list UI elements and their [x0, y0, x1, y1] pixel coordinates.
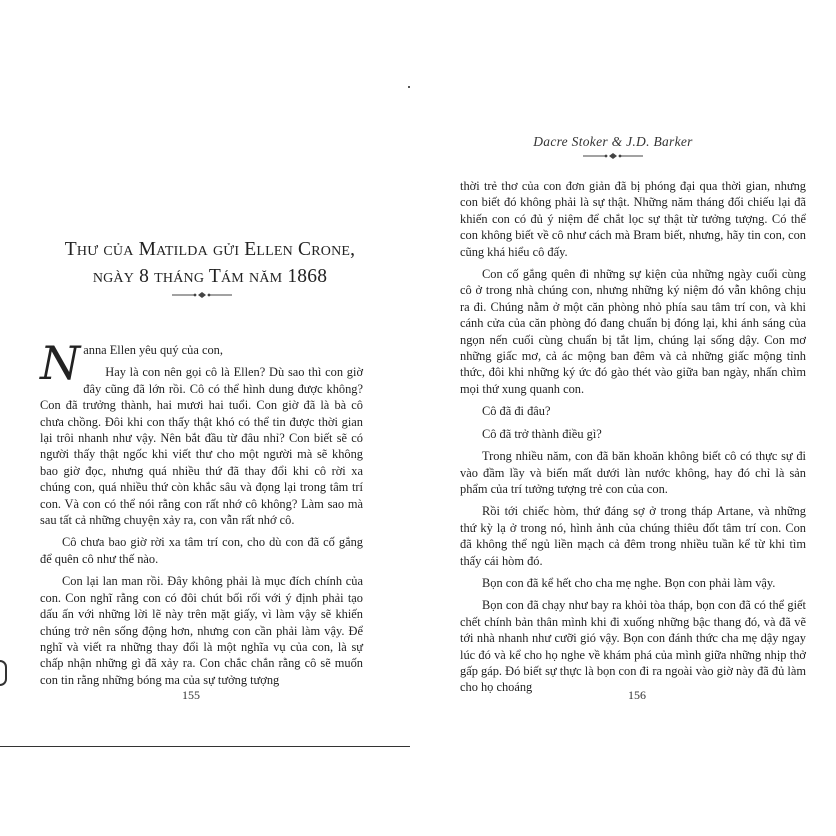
- running-head: Dacre Stoker & J.D. Barker: [533, 134, 693, 149]
- paragraph: Bọn con đã chạy như bay ra khỏi tòa tháp, bọn con đã có thể giết chết chính bản thân mình khi đi xuống những bậc thang đó, và đã vẽ tới nhà nhanh như cưỡi gió vậy. Bọn con đánh thức cha mẹ dậy ngay lúc đó và kể cho họ nghe về khám phá của mình giữa những nhịp thở gấp gáp. Đó biết sự thực là bọn con đi ra ngoài vào giờ này đã đủ làm cho họ choáng: [460, 598, 806, 695]
- chapter-title-line1: Thư của Matilda gửi Ellen Crone,: [64, 239, 356, 260]
- salutation-paragraph: [40, 334, 363, 390]
- chapter-title-line2: ngày 8 tháng Tám năm 1868: [92, 266, 328, 287]
- header-ornament-icon: [583, 152, 643, 160]
- salutation: anna Ellen yêu quý của con,: [83, 343, 223, 357]
- chapter-title: [20, 236, 400, 290]
- page-number-right: 156: [628, 688, 646, 702]
- paragraph: Con lại lan man rồi. Đây không phải là mục đích chính của con. Con nghĩ rằng con có đôi chút bối rối với ý định phải tạo dấu ấn với những lời lẽ này trên mặt giấy, vì làm vậy sẽ khiến chúng trở nên sống động hơn, nhưng con cần phải làm vậy. Để nghĩ và viết ra những thay đổi là một nghĩa vụ của con, là sự chấp nhận những gì đã xảy ra. Con chắc chắn rằng cô sẽ muốn con tin rằng những bóng ma của sự tưởng tượng: [40, 574, 363, 687]
- page-edge-mark: [0, 660, 7, 686]
- paragraph: thời trẻ thơ của con đơn giản đã bị phóng đại qua thời gian, nhưng con biết đó không phải là sự thật. Những năm tháng đối chiếu lại đã khiến con có đủ ý niệm để chắt lọc sự thật từ tưởng tượng. Có thể con không biết về cô như cách mà Bram biết, nhưng, hãy tin con, con cũng khá hiểu cô đấy.: [460, 179, 806, 259]
- paragraph: Hay là con nên gọi cô là Ellen? Dù sao thì con giờ đây cũng đã lớn rồi. Cô có thể hình dung được không? Con đã trưởng thành, hai mươi hai tuổi. Con giờ đã là bà cô chưa chồng. Đôi khi con thấy thật khó có thể tin được thời gian lại trôi nhanh như vậy. Nên bắt đầu từ đâu nhỉ? Con biết sẽ có người thấy thật ngốc khi viết thư cho một người mà sẽ không bao giờ đọc, nhưng quá nhiều thứ đã thay đổi khi cô rời xa chúng con, quá nhiều thứ còn khắc sâu và đọng lại trong tâm trí con. Và con có thể nói rằng con rất nhớ cô không? Làm sao mà sau tất cả những chuyện xảy ra, con vẫn rất nhớ cô.: [40, 365, 363, 528]
- right-page: [418, 0, 836, 836]
- dropcap-letter: N: [40, 336, 81, 390]
- paragraph: Cô đã đi đâu?: [482, 404, 551, 419]
- paragraph: Bọn con đã kể hết cho cha mẹ nghe. Bọn con phải làm vậy.: [482, 575, 776, 590]
- right-body-text: [460, 178, 806, 702]
- paragraph: Rồi tới chiếc hòm, thứ đáng sợ ở trong tháp Artane, và những thứ kỳ lạ ở trong nó, hình ảnh của chúng thiêu đốt tâm trí con. Con đã không thể ngủ liền mạch cả đêm trong nhiều tuần kể từ khi tìm thấy cái hòm đó.: [460, 504, 806, 568]
- paragraph: Trong nhiều năm, con đã băn khoăn không biết cô có thực sự đi vào đầm lầy và biến mất dưới làn nước không, hay đó chỉ là sản phẩm của trí tưởng tượng trẻ con của con.: [460, 449, 806, 496]
- bottom-rule: [0, 746, 410, 747]
- paragraph: Con cố gắng quên đi những sự kiện của những ngày cuối cùng cô ở trong nhà chúng con, nhưng những ký niệm đó vẫn không chịu ra đi. Chúng nằm ở một căn phòng nhỏ phía sau tâm trí con, và khi cánh cửa của căn phòng đó đang chuẩn bị đóng lại, khi ánh sáng của ngọn nến cuối cùng chuẩn bị tắt lịm, chúng lại sống dậy. Con mơ những giấc mơ, cả ác mộng ban đêm và cả những giấc mộng tỉnh thức, đôi khi những ký ức đó gào thét vào giữa ban ngày, nhấn chìm mọi thứ xung quanh con.: [460, 267, 806, 396]
- paragraph: Cô chưa bao giờ rời xa tâm trí con, cho dù con đã cố gắng để quên cô như thế nào.: [40, 535, 363, 566]
- title-ornament-icon: [172, 291, 232, 299]
- left-body-text: [40, 334, 363, 694]
- scan-speck: [408, 86, 410, 88]
- paragraph: Cô đã trở thành điều gì?: [482, 426, 602, 441]
- page-number-left: 155: [182, 688, 200, 702]
